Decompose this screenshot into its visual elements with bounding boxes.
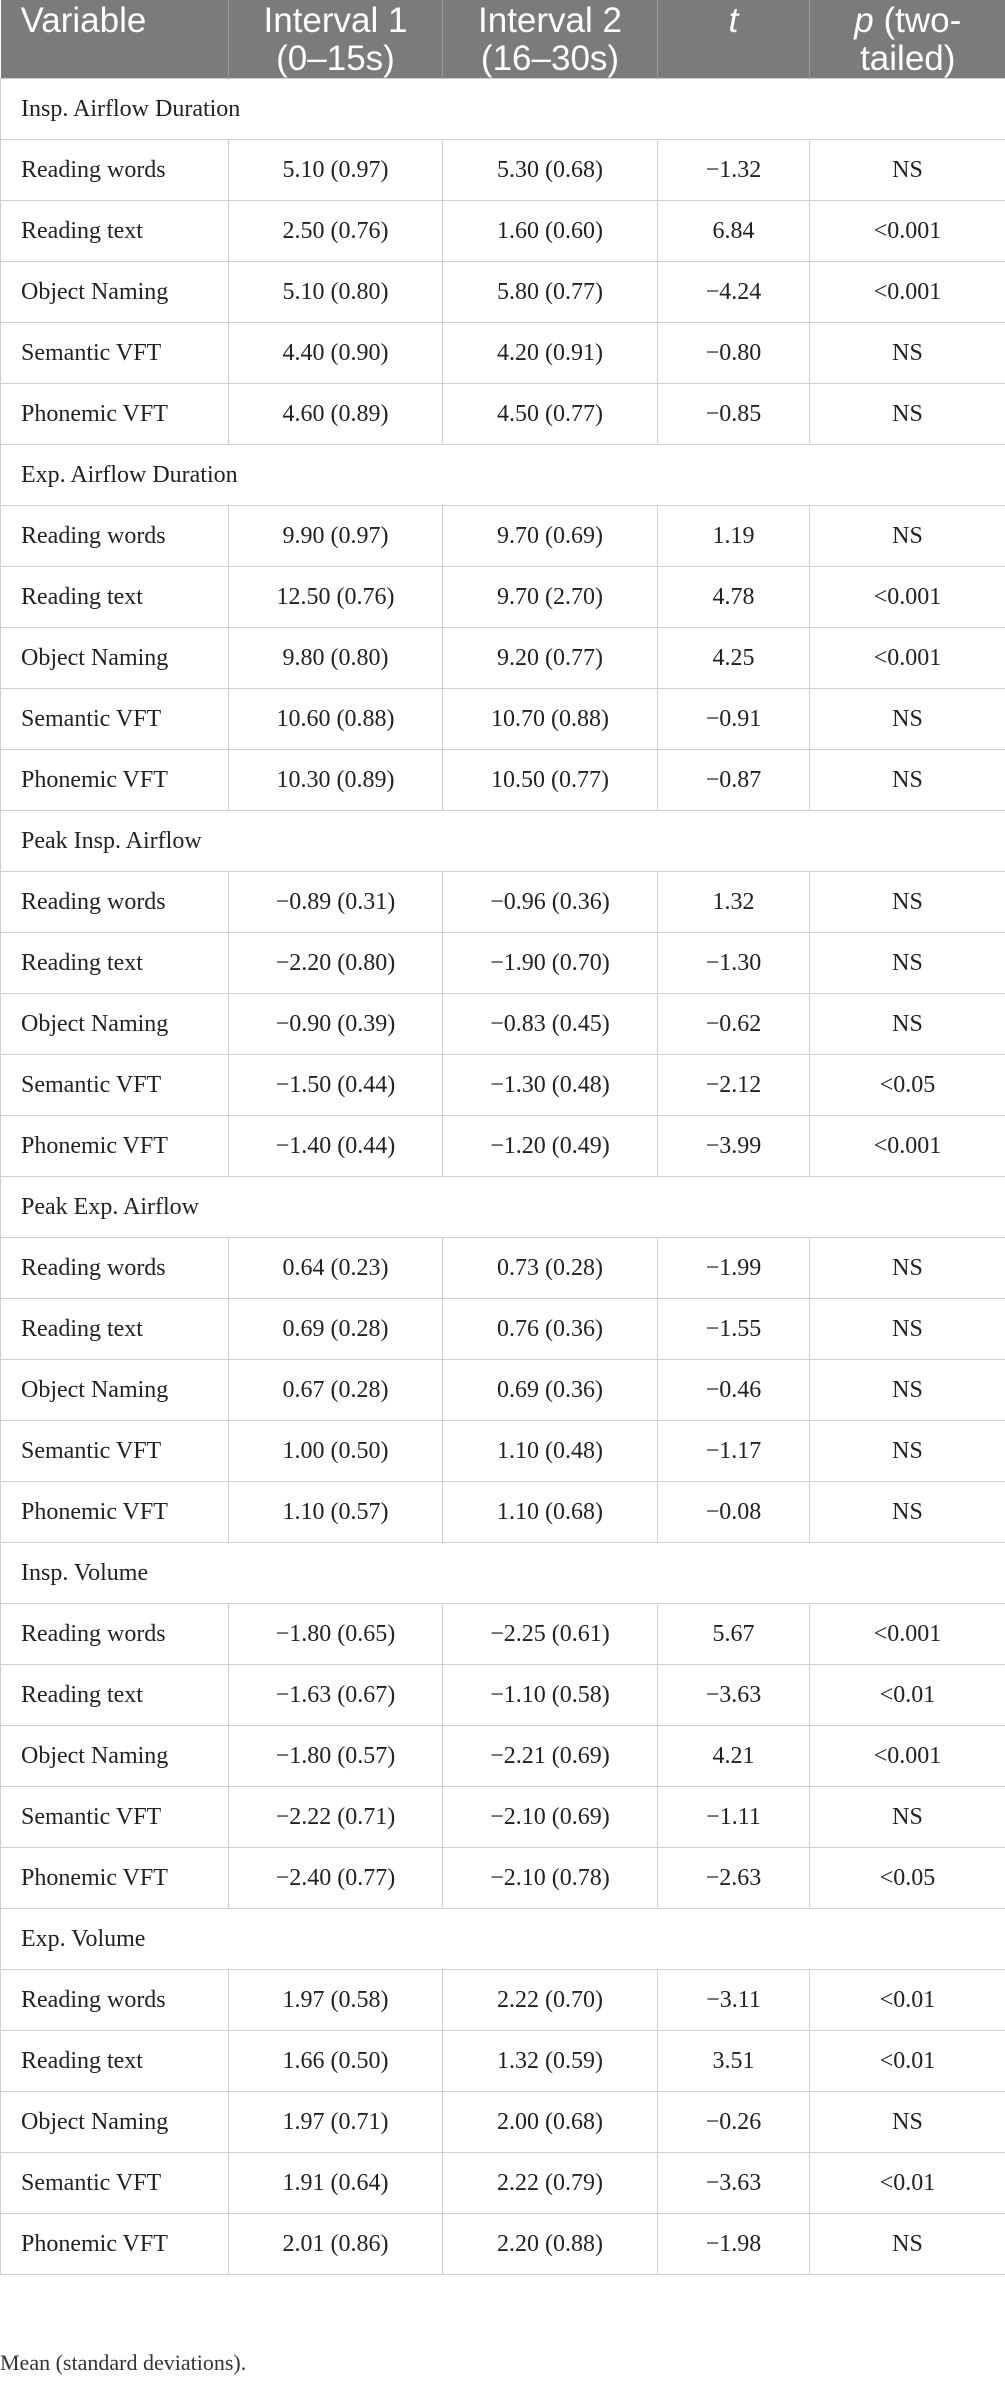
interval-2-value: −1.10 (0.58) [443,1665,658,1726]
p-value: <0.01 [810,1665,1005,1726]
row-label: Reading words [1,140,229,201]
table-header [1,0,1005,79]
interval-1-value: −1.50 (0.44) [229,1055,443,1116]
header-interval-1-line1: Interval 1 [263,1,408,40]
row-label: Semantic VFT [1,1787,229,1848]
interval-1-value: −2.40 (0.77) [229,1848,443,1909]
row-label: Semantic VFT [1,2153,229,2214]
p-value: NS [810,1421,1005,1482]
row-label: Semantic VFT [1,323,229,384]
row-label: Object Naming [1,1726,229,1787]
header-p [810,0,1005,79]
p-value: <0.05 [810,1055,1005,1116]
section-header-row [1,1177,1005,1238]
interval-1-value: 1.97 (0.58) [229,1970,443,2031]
t-value: −3.63 [658,1665,810,1726]
table-row [1,1787,1005,1848]
t-value: −1.99 [658,1238,810,1299]
table-row [1,384,1005,445]
row-label: Phonemic VFT [1,384,229,445]
row-label: Semantic VFT [1,1055,229,1116]
interval-2-value: −0.96 (0.36) [443,872,658,933]
t-value: 1.19 [658,506,810,567]
row-label: Reading text [1,1299,229,1360]
row-label: Phonemic VFT [1,1116,229,1177]
interval-2-value: 1.10 (0.48) [443,1421,658,1482]
interval-1-value: −1.80 (0.65) [229,1604,443,1665]
header-variable-label: Variable [20,1,147,40]
table-row [1,1665,1005,1726]
interval-1-value: 1.10 (0.57) [229,1482,443,1543]
t-value: 6.84 [658,201,810,262]
p-value: NS [810,933,1005,994]
table-row [1,262,1005,323]
t-value: 3.51 [658,2031,810,2092]
p-value: <0.01 [810,2031,1005,2092]
row-label: Object Naming [1,1360,229,1421]
table-row [1,2153,1005,2214]
table-row [1,2031,1005,2092]
p-value: NS [810,323,1005,384]
interval-1-value: −0.90 (0.39) [229,994,443,1055]
p-value: NS [810,994,1005,1055]
table-row [1,628,1005,689]
row-label: Semantic VFT [1,1421,229,1482]
t-value: −1.11 [658,1787,810,1848]
interval-1-value: 10.60 (0.88) [229,689,443,750]
table-row [1,567,1005,628]
interval-1-value: 10.30 (0.89) [229,750,443,811]
table-row [1,2092,1005,2153]
table-row [1,323,1005,384]
row-label: Reading words [1,872,229,933]
table-row [1,1482,1005,1543]
row-label: Object Naming [1,994,229,1055]
p-value: NS [810,2214,1005,2275]
interval-1-value: 0.64 (0.23) [229,1238,443,1299]
p-value: NS [810,1299,1005,1360]
interval-1-value: 5.10 (0.97) [229,140,443,201]
table-row [1,1238,1005,1299]
interval-2-value: 2.22 (0.79) [443,2153,658,2214]
interval-1-value: −2.20 (0.80) [229,933,443,994]
interval-2-value: 1.10 (0.68) [443,1482,658,1543]
interval-2-value: 0.76 (0.36) [443,1299,658,1360]
t-value: −1.30 [658,933,810,994]
t-value: −1.32 [658,140,810,201]
t-value: −1.55 [658,1299,810,1360]
section-title: Insp. Volume [1,1543,1005,1604]
t-value: −0.85 [658,384,810,445]
interval-1-value: 0.67 (0.28) [229,1360,443,1421]
row-label: Reading words [1,506,229,567]
table-row [1,872,1005,933]
table-footnote: Mean (standard deviations). [0,2350,247,2375]
row-label: Phonemic VFT [1,2214,229,2275]
interval-2-value: 4.20 (0.91) [443,323,658,384]
interval-2-value: −1.20 (0.49) [443,1116,658,1177]
p-value: NS [810,506,1005,567]
table-body [1,79,1005,2275]
interval-2-value: 2.20 (0.88) [443,2214,658,2275]
t-value: −4.24 [658,262,810,323]
table-row [1,689,1005,750]
p-value: <0.001 [810,628,1005,689]
table-row [1,1116,1005,1177]
t-value: −1.98 [658,2214,810,2275]
section-title: Exp. Volume [1,1909,1005,1970]
row-label: Phonemic VFT [1,1482,229,1543]
p-value: <0.001 [810,262,1005,323]
section-header-row [1,445,1005,506]
interval-2-value: 9.20 (0.77) [443,628,658,689]
interval-2-value: 9.70 (2.70) [443,567,658,628]
row-label: Phonemic VFT [1,1848,229,1909]
p-value: <0.001 [810,1604,1005,1665]
t-value: 5.67 [658,1604,810,1665]
row-label: Reading text [1,2031,229,2092]
p-value: NS [810,140,1005,201]
row-label: Reading words [1,1604,229,1665]
interval-1-value: 0.69 (0.28) [229,1299,443,1360]
table-row [1,1055,1005,1116]
interval-1-value: −1.63 (0.67) [229,1665,443,1726]
header-p-symbol: p [854,1,874,40]
row-label: Object Naming [1,262,229,323]
table-row [1,1604,1005,1665]
interval-1-value: −0.89 (0.31) [229,872,443,933]
interval-2-value: −2.10 (0.69) [443,1787,658,1848]
section-title: Insp. Airflow Duration [1,79,1005,140]
p-value: NS [810,1482,1005,1543]
header-variable [1,0,229,79]
header-t [658,0,810,79]
header-t-label: t [728,1,739,40]
row-label: Reading words [1,1238,229,1299]
header-interval-2-line1: Interval 2 [478,1,622,40]
header-interval-2 [443,0,658,79]
t-value: −1.17 [658,1421,810,1482]
p-value: <0.01 [810,2153,1005,2214]
row-label: Reading text [1,933,229,994]
interval-2-value: −1.30 (0.48) [443,1055,658,1116]
p-value: <0.001 [810,567,1005,628]
table-row [1,1970,1005,2031]
interval-1-value: 4.40 (0.90) [229,323,443,384]
interval-2-value: −2.25 (0.61) [443,1604,658,1665]
p-value: <0.001 [810,1726,1005,1787]
header-p-line2: tailed) [860,39,956,78]
section-title: Peak Insp. Airflow [1,811,1005,872]
t-value: −3.63 [658,2153,810,2214]
interval-2-value: 0.73 (0.28) [443,1238,658,1299]
interval-2-value: −1.90 (0.70) [443,933,658,994]
interval-2-value: 5.30 (0.68) [443,140,658,201]
interval-1-value: 1.00 (0.50) [229,1421,443,1482]
interval-1-value: 5.10 (0.80) [229,262,443,323]
table-row [1,750,1005,811]
p-value: <0.01 [810,1970,1005,2031]
t-value: −0.80 [658,323,810,384]
interval-1-value: −1.80 (0.57) [229,1726,443,1787]
table-row [1,933,1005,994]
t-value: −3.11 [658,1970,810,2031]
interval-1-value: 1.91 (0.64) [229,2153,443,2214]
table-row [1,2214,1005,2275]
section-title: Exp. Airflow Duration [1,445,1005,506]
table-row [1,1360,1005,1421]
t-value: −0.87 [658,750,810,811]
header-interval-1 [229,0,443,79]
interval-1-value: 2.50 (0.76) [229,201,443,262]
p-value: NS [810,1238,1005,1299]
section-header-row [1,811,1005,872]
t-value: −0.26 [658,2092,810,2153]
row-label: Reading text [1,201,229,262]
t-value: −0.08 [658,1482,810,1543]
section-header-row [1,79,1005,140]
interval-2-value: 2.00 (0.68) [443,2092,658,2153]
interval-1-value: 1.97 (0.71) [229,2092,443,2153]
row-label: Object Naming [1,2092,229,2153]
t-value: 4.21 [658,1726,810,1787]
interval-1-value: 2.01 (0.86) [229,2214,443,2275]
p-value: NS [810,872,1005,933]
section-header-row [1,1543,1005,1604]
interval-2-value: −0.83 (0.45) [443,994,658,1055]
interval-2-value: 2.22 (0.70) [443,1970,658,2031]
interval-1-value: 12.50 (0.76) [229,567,443,628]
p-value: NS [810,2092,1005,2153]
interval-2-value: 0.69 (0.36) [443,1360,658,1421]
t-value: −2.12 [658,1055,810,1116]
table-row [1,506,1005,567]
row-label: Semantic VFT [1,689,229,750]
interval-2-value: 4.50 (0.77) [443,384,658,445]
t-value: −3.99 [658,1116,810,1177]
row-label: Phonemic VFT [1,750,229,811]
table-row [1,201,1005,262]
interval-1-value: −2.22 (0.71) [229,1787,443,1848]
t-value: −0.46 [658,1360,810,1421]
interval-2-value: −2.10 (0.78) [443,1848,658,1909]
t-value: 4.78 [658,567,810,628]
header-p-line1 [824,0,992,40]
table-row [1,1726,1005,1787]
interval-2-value: 1.32 (0.59) [443,2031,658,2092]
p-value: <0.001 [810,1116,1005,1177]
section-title: Peak Exp. Airflow [1,1177,1005,1238]
table-row [1,994,1005,1055]
section-header-row [1,1909,1005,1970]
p-value: NS [810,1787,1005,1848]
interval-2-value: 10.70 (0.88) [443,689,658,750]
row-label: Object Naming [1,628,229,689]
header-row [1,0,1005,79]
interval-1-value: 9.80 (0.80) [229,628,443,689]
table-row [1,1421,1005,1482]
table-row [1,140,1005,201]
interval-2-value: −2.21 (0.69) [443,1726,658,1787]
p-value: NS [810,689,1005,750]
p-value: <0.05 [810,1848,1005,1909]
header-interval-2-line2: (16–30s) [480,39,620,78]
row-label: Reading text [1,1665,229,1726]
header-p-two: (two- [873,1,962,40]
table-row [1,1299,1005,1360]
interval-2-value: 1.60 (0.60) [443,201,658,262]
t-value: −2.63 [658,1848,810,1909]
row-label: Reading text [1,567,229,628]
t-value: 1.32 [658,872,810,933]
p-value: NS [810,1360,1005,1421]
interval-2-value: 10.50 (0.77) [443,750,658,811]
header-interval-1-line2: (0–15s) [276,39,395,78]
p-value: NS [810,384,1005,445]
t-value: −0.62 [658,994,810,1055]
interval-2-value: 9.70 (0.69) [443,506,658,567]
table-row [1,1848,1005,1909]
p-value: <0.001 [810,201,1005,262]
interval-1-value: −1.40 (0.44) [229,1116,443,1177]
p-value: NS [810,750,1005,811]
interval-1-value: 1.66 (0.50) [229,2031,443,2092]
interval-2-value: 5.80 (0.77) [443,262,658,323]
interval-1-value: 9.90 (0.97) [229,506,443,567]
row-label: Reading words [1,1970,229,2031]
t-value: −0.91 [658,689,810,750]
t-value: 4.25 [658,628,810,689]
interval-1-value: 4.60 (0.89) [229,384,443,445]
